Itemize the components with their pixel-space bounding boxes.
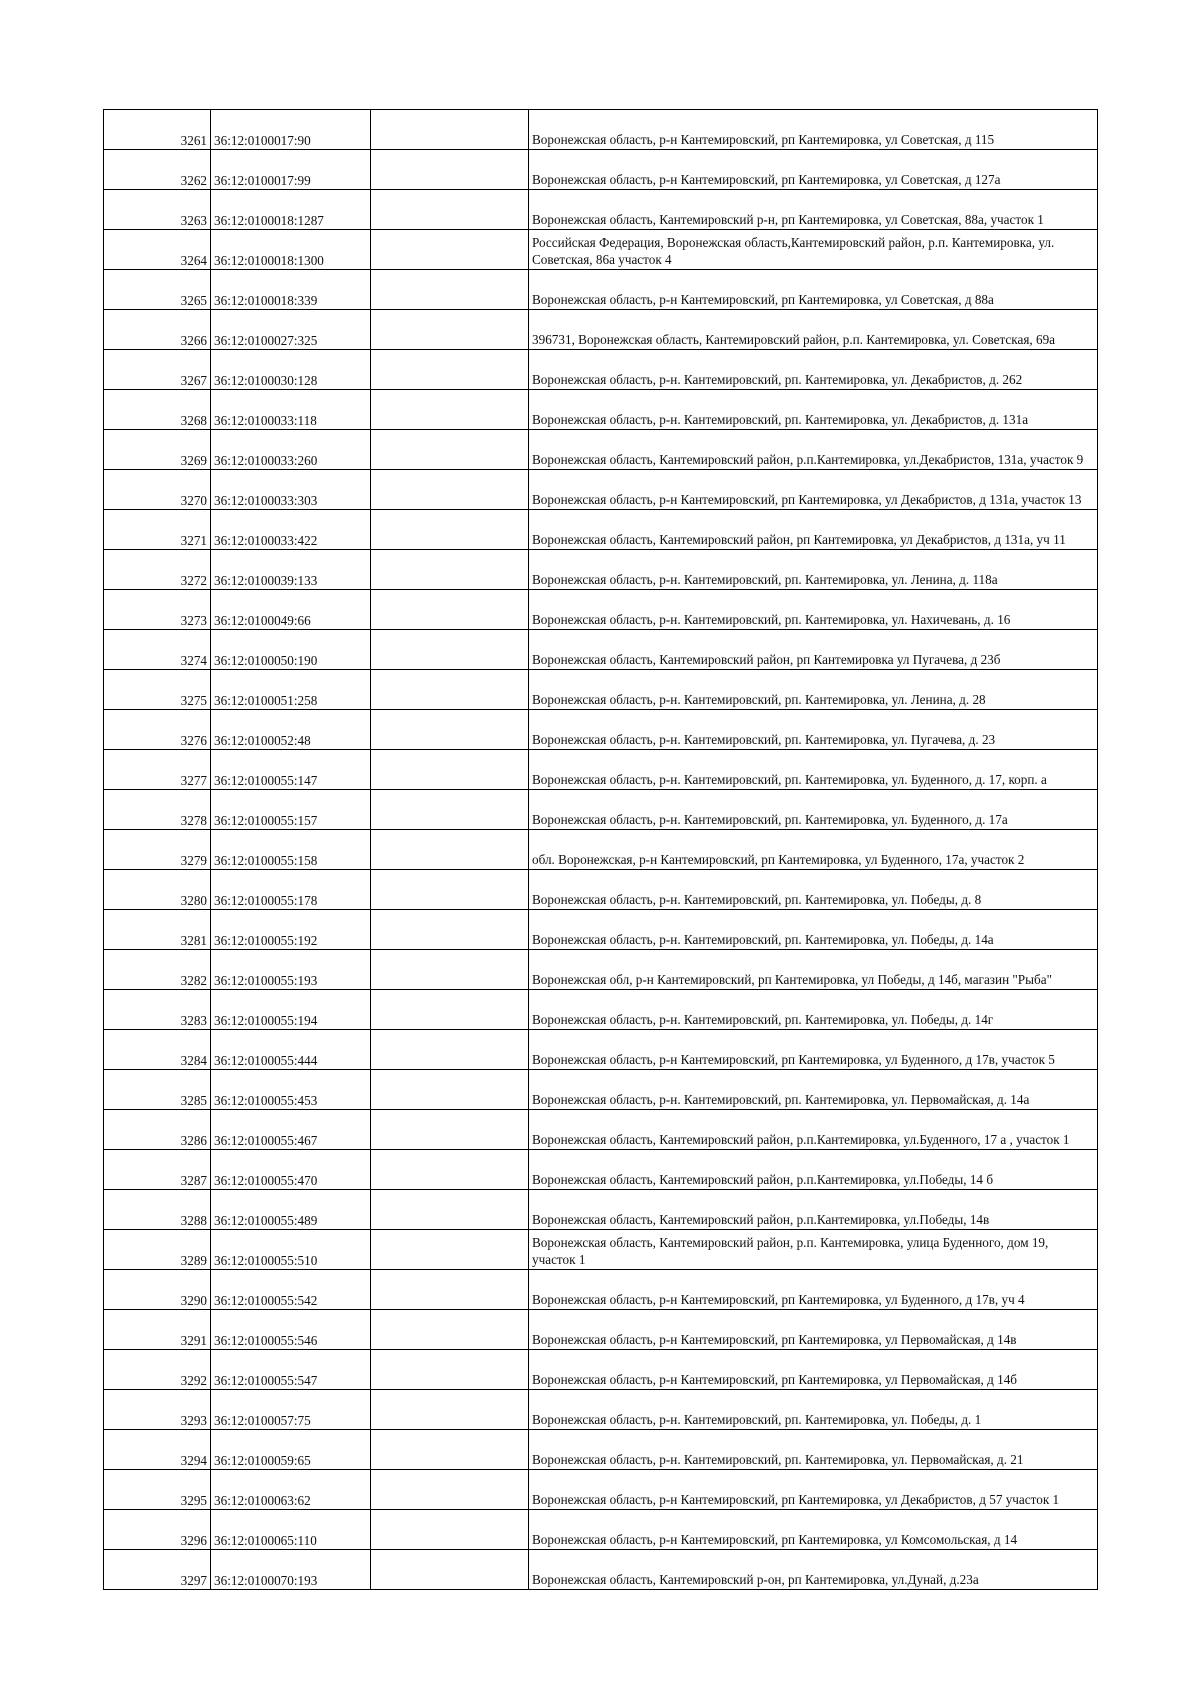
table-row (104, 390, 1098, 430)
row-number-cell: 3273 (104, 590, 211, 630)
address-cell (529, 1150, 1098, 1190)
address-text: Воронежская область, р-н. Кантемировский, рп. Кантемировка, ул. Победы, д. 8 (532, 891, 982, 907)
address-text: Воронежская обл, р-н Кантемировский, рп Кантемировка, ул Победы, д 14б, магазин "Рыба" (532, 971, 1052, 987)
address-cell (529, 430, 1098, 470)
table-row (104, 1430, 1098, 1470)
table-row (104, 1190, 1098, 1230)
cadastral-number-cell: 36:12:0100049:66 (211, 590, 371, 630)
row-number-cell: 3277 (104, 750, 211, 790)
row-number-cell: 3279 (104, 830, 211, 870)
cadastral-number-cell: 36:12:0100055:547 (211, 1350, 371, 1390)
row-number-cell: 3296 (104, 1510, 211, 1550)
row-number-cell: 3262 (104, 150, 211, 190)
cadastral-number-cell: 36:12:0100018:1287 (211, 190, 371, 230)
address-text: Воронежская область, р-н. Кантемировский, рп. Кантемировка, ул. Буденного, д. 17, корп. а (532, 771, 1047, 787)
address-text: Воронежская область, Кантемировский р-он, рп Кантемировка, ул.Дунай, д.23а (532, 1571, 979, 1587)
cadastral-number-cell: 36:12:0100033:422 (211, 510, 371, 550)
row-number-cell: 3272 (104, 550, 211, 590)
address-cell (529, 310, 1098, 350)
cadastral-number-cell: 36:12:0100030:128 (211, 350, 371, 390)
address-cell (529, 110, 1098, 150)
cadastral-number-cell: 36:12:0100052:48 (211, 710, 371, 750)
cadastral-number-cell: 36:12:0100018:339 (211, 270, 371, 310)
empty-cell (371, 1550, 529, 1590)
address-text: Воронежская область, р-н Кантемировский, рп Кантемировка, ул Советская, д 115 (532, 131, 995, 147)
address-cell (529, 230, 1098, 270)
empty-cell (371, 670, 529, 710)
address-cell (529, 470, 1098, 510)
empty-cell (371, 1510, 529, 1550)
cadastral-number-cell: 36:12:0100055:158 (211, 830, 371, 870)
cadastral-number-cell: 36:12:0100055:453 (211, 1070, 371, 1110)
row-number-cell: 3267 (104, 350, 211, 390)
address-cell (529, 710, 1098, 750)
empty-cell (371, 1110, 529, 1150)
address-cell (529, 190, 1098, 230)
table-row (104, 1030, 1098, 1070)
cadastral-number-cell: 36:12:0100055:467 (211, 1110, 371, 1150)
address-text: Воронежская область, р-н Кантемировский, рп Кантемировка, ул Советская, д 88а (532, 291, 994, 307)
address-cell (529, 510, 1098, 550)
address-cell (529, 950, 1098, 990)
row-number-cell: 3281 (104, 910, 211, 950)
address-text: 396731, Воронежская область, Кантемировский район, р.п. Кантемировка, ул. Советская, 69а (532, 331, 1056, 347)
cadastral-number-cell: 36:12:0100055:178 (211, 870, 371, 910)
empty-cell (371, 270, 529, 310)
address-text: Воронежская область, р-н. Кантемировский, рп. Кантемировка, ул. Декабристов, д. 262 (532, 371, 1023, 387)
cadastral-number-cell: 36:12:0100055:194 (211, 990, 371, 1030)
empty-cell (371, 430, 529, 470)
empty-cell (371, 510, 529, 550)
address-text: Воронежская область, Кантемировский р-н, рп Кантемировка, ул Советская, 88а, участок 1 (532, 211, 1044, 227)
empty-cell (371, 550, 529, 590)
row-number-cell: 3295 (104, 1470, 211, 1510)
address-text: Воронежская область, р-н Кантемировский, рп Кантемировка, ул Декабристов, д 131а, участок 13 (532, 491, 1082, 507)
address-cell (529, 790, 1098, 830)
address-text: Воронежская область, р-н. Кантемировский, рп. Кантемировка, ул. Декабристов, д. 131а (532, 411, 1029, 427)
table-row (104, 1150, 1098, 1190)
table-row (104, 990, 1098, 1030)
table-row (104, 750, 1098, 790)
address-text: Воронежская область, р-н. Кантемировский, рп. Кантемировка, ул. Первомайская, д. 21 (532, 1451, 1024, 1467)
cadastral-number-cell: 36:12:0100070:193 (211, 1550, 371, 1590)
row-number-cell: 3287 (104, 1150, 211, 1190)
cadastral-number-cell: 36:12:0100033:260 (211, 430, 371, 470)
address-text: Воронежская область, р-н. Кантемировский, рп. Кантемировка, ул. Ленина, д. 118а (532, 571, 998, 587)
row-number-cell: 3265 (104, 270, 211, 310)
cadastral-number-cell: 36:12:0100055:510 (211, 1230, 371, 1270)
row-number-cell: 3263 (104, 190, 211, 230)
empty-cell (371, 630, 529, 670)
address-text: Воронежская область, р-н. Кантемировский, рп. Кантемировка, ул. Победы, д. 14а (532, 931, 994, 947)
address-text: Воронежская область, р-н Кантемировский, рп Кантемировка, ул Буденного, д 17в, участок 5 (532, 1051, 1055, 1067)
row-number-cell: 3271 (104, 510, 211, 550)
cadastral-number-cell: 36:12:0100050:190 (211, 630, 371, 670)
row-number-cell: 3274 (104, 630, 211, 670)
cadastral-number-cell: 36:12:0100039:133 (211, 550, 371, 590)
address-text: Воронежская область, Кантемировский район, р.п.Кантемировка, ул.Победы, 14 б (532, 1171, 994, 1187)
empty-cell (371, 470, 529, 510)
address-text: Воронежская область, Кантемировский район, рп Кантемировка, ул Декабристов, д 131а, уч 11 (532, 531, 1066, 547)
cadastral-number-cell: 36:12:0100065:110 (211, 1510, 371, 1550)
table-row (104, 350, 1098, 390)
row-number-cell: 3268 (104, 390, 211, 430)
empty-cell (371, 830, 529, 870)
table-row (104, 950, 1098, 990)
address-text: Воронежская область, р-н Кантемировский, рп Кантемировка, ул Советская, д 127а (532, 171, 1001, 187)
address-text: Воронежская область, р-н Кантемировский, рп Кантемировка, ул Буденного, д 17в, уч 4 (532, 1291, 1025, 1307)
cadastral-number-cell: 36:12:0100055:546 (211, 1310, 371, 1350)
table-row (104, 670, 1098, 710)
address-text: Воронежская область, р-н. Кантемировский, рп. Кантемировка, ул. Победы, д. 14г (532, 1011, 994, 1027)
address-cell (529, 990, 1098, 1030)
row-number-cell: 3284 (104, 1030, 211, 1070)
empty-cell (371, 750, 529, 790)
empty-cell (371, 190, 529, 230)
address-cell (529, 1110, 1098, 1150)
empty-cell (371, 310, 529, 350)
empty-cell (371, 350, 529, 390)
address-cell (529, 390, 1098, 430)
empty-cell (371, 710, 529, 750)
address-cell (529, 910, 1098, 950)
empty-cell (371, 790, 529, 830)
address-text: Воронежская область, р-н. Кантемировский, рп. Кантемировка, ул. Нахичевань, д. 16 (532, 611, 1011, 627)
empty-cell (371, 950, 529, 990)
cadastral-number-cell: 36:12:0100017:99 (211, 150, 371, 190)
table-row (104, 270, 1098, 310)
address-cell (529, 750, 1098, 790)
cadastral-number-cell: 36:12:0100055:489 (211, 1190, 371, 1230)
empty-cell (371, 1230, 529, 1270)
address-text: Воронежская область, Кантемировский район, рп Кантемировка ул Пугачева, д 23б (532, 651, 1001, 667)
table-row (104, 870, 1098, 910)
address-text: Воронежская область, р-н. Кантемировский, рп. Кантемировка, ул. Ленина, д. 28 (532, 691, 986, 707)
cadastral-number-cell: 36:12:0100027:325 (211, 310, 371, 350)
address-cell (529, 1430, 1098, 1470)
cadastral-number-cell: 36:12:0100051:258 (211, 670, 371, 710)
row-number-cell: 3264 (104, 230, 211, 270)
table-row (104, 550, 1098, 590)
address-text: Воронежская область, Кантемировский район, р.п.Кантемировка, ул.Декабристов, 131а, участок 9 (532, 451, 1084, 467)
address-text: Воронежская область, р-н Кантемировский, рп Кантемировка, ул Первомайская, д 14б (532, 1371, 1018, 1387)
row-number-cell: 3261 (104, 110, 211, 150)
row-number-cell: 3285 (104, 1070, 211, 1110)
address-cell (529, 1310, 1098, 1350)
row-number-cell: 3280 (104, 870, 211, 910)
row-number-cell: 3289 (104, 1230, 211, 1270)
table-row (104, 590, 1098, 630)
row-number-cell: 3276 (104, 710, 211, 750)
address-text: Воронежская область, р-н. Кантемировский, рп. Кантемировка, ул. Первомайская, д. 14а (532, 1091, 1030, 1107)
address-text: Российская Федерация, Воронежская область,Кантемировский район, р.п. Кантемировка, ул. Советская, 86а участок 4 (532, 235, 1055, 267)
address-cell (529, 630, 1098, 670)
row-number-cell: 3291 (104, 1310, 211, 1350)
row-number-cell: 3293 (104, 1390, 211, 1430)
address-cell (529, 1190, 1098, 1230)
cadastral-number-cell: 36:12:0100033:118 (211, 390, 371, 430)
empty-cell (371, 1270, 529, 1310)
address-text: Воронежская область, р-н Кантемировский, рп Кантемировка, ул Первомайская, д 14в (532, 1331, 1017, 1347)
empty-cell (371, 1310, 529, 1350)
table-row (104, 1230, 1098, 1270)
address-cell (529, 670, 1098, 710)
row-number-cell: 3294 (104, 1430, 211, 1470)
address-cell (529, 1030, 1098, 1070)
address-text: Воронежская область, Кантемировский район, р.п.Кантемировка, ул.Буденного, 17 а , участок 1 (532, 1131, 1070, 1147)
cadastral-number-cell: 36:12:0100055:542 (211, 1270, 371, 1310)
address-text: Воронежская область, р-н. Кантемировский, рп. Кантемировка, ул. Пугачева, д. 23 (532, 731, 996, 747)
address-cell (529, 1230, 1098, 1270)
row-number-cell: 3269 (104, 430, 211, 470)
address-cell (529, 1350, 1098, 1390)
table-row (104, 830, 1098, 870)
empty-cell (371, 150, 529, 190)
row-number-cell: 3290 (104, 1270, 211, 1310)
address-cell (529, 1390, 1098, 1430)
empty-cell (371, 1430, 529, 1470)
address-cell (529, 1550, 1098, 1590)
row-number-cell: 3282 (104, 950, 211, 990)
cadastral-number-cell: 36:12:0100057:75 (211, 1390, 371, 1430)
address-text: Воронежская область, р-н Кантемировский, рп Кантемировка, ул Комсомольская, д 14 (532, 1531, 1018, 1547)
table-row (104, 1510, 1098, 1550)
table-row (104, 1470, 1098, 1510)
address-cell (529, 870, 1098, 910)
row-number-cell: 3266 (104, 310, 211, 350)
row-number-cell: 3275 (104, 670, 211, 710)
empty-cell (371, 870, 529, 910)
cadastral-number-cell: 36:12:0100055:470 (211, 1150, 371, 1190)
address-text: Воронежская область, р-н. Кантемировский, рп. Кантемировка, ул. Буденного, д. 17а (532, 811, 1008, 827)
address-text: Воронежская область, р-н. Кантемировский, рп. Кантемировка, ул. Победы, д. 1 (532, 1411, 982, 1427)
empty-cell (371, 1150, 529, 1190)
address-cell (529, 1510, 1098, 1550)
address-text: Воронежская область, Кантемировский район, р.п. Кантемировка, улица Буденного, дом 19, участок 1 (532, 1235, 1049, 1267)
empty-cell (371, 1190, 529, 1230)
registry-table-body (104, 110, 1098, 1590)
table-row (104, 230, 1098, 270)
empty-cell (371, 910, 529, 950)
address-cell (529, 550, 1098, 590)
table-row (104, 110, 1098, 150)
cadastral-number-cell: 36:12:0100055:444 (211, 1030, 371, 1070)
cadastral-number-cell: 36:12:0100055:193 (211, 950, 371, 990)
cadastral-number-cell: 36:12:0100033:303 (211, 470, 371, 510)
table-row (104, 1310, 1098, 1350)
table-row (104, 430, 1098, 470)
address-cell (529, 1470, 1098, 1510)
table-row (104, 310, 1098, 350)
empty-cell (371, 390, 529, 430)
address-text: обл. Воронежская, р-н Кантемировский, рп Кантемировка, ул Буденного, 17а, участок 2 (532, 851, 1025, 867)
table-row (104, 1550, 1098, 1590)
address-cell (529, 150, 1098, 190)
empty-cell (371, 1350, 529, 1390)
table-row (104, 190, 1098, 230)
table-row (104, 1390, 1098, 1430)
address-text: Воронежская область, р-н Кантемировский, рп Кантемировка, ул Декабристов, д 57 участок 1 (532, 1491, 1060, 1507)
table-row (104, 1350, 1098, 1390)
table-row (104, 470, 1098, 510)
table-row (104, 790, 1098, 830)
cadastral-number-cell: 36:12:0100059:65 (211, 1430, 371, 1470)
address-cell (529, 350, 1098, 390)
table-row (104, 630, 1098, 670)
cadastral-registry-table (103, 109, 1098, 1590)
row-number-cell: 3286 (104, 1110, 211, 1150)
empty-cell (371, 1030, 529, 1070)
address-cell (529, 1270, 1098, 1310)
table-row (104, 510, 1098, 550)
empty-cell (371, 990, 529, 1030)
empty-cell (371, 1070, 529, 1110)
cadastral-number-cell: 36:12:0100055:157 (211, 790, 371, 830)
empty-cell (371, 230, 529, 270)
empty-cell (371, 1390, 529, 1430)
table-row (104, 710, 1098, 750)
address-cell (529, 270, 1098, 310)
cadastral-number-cell: 36:12:0100017:90 (211, 110, 371, 150)
cadastral-number-cell: 36:12:0100055:192 (211, 910, 371, 950)
row-number-cell: 3270 (104, 470, 211, 510)
cadastral-number-cell: 36:12:0100018:1300 (211, 230, 371, 270)
address-cell (529, 1070, 1098, 1110)
table-row (104, 1070, 1098, 1110)
empty-cell (371, 590, 529, 630)
address-text: Воронежская область, Кантемировский район, р.п.Кантемировка, ул.Победы, 14в (532, 1211, 990, 1227)
table-row (104, 150, 1098, 190)
table-row (104, 910, 1098, 950)
row-number-cell: 3278 (104, 790, 211, 830)
row-number-cell: 3288 (104, 1190, 211, 1230)
row-number-cell: 3297 (104, 1550, 211, 1590)
cadastral-number-cell: 36:12:0100055:147 (211, 750, 371, 790)
empty-cell (371, 1470, 529, 1510)
row-number-cell: 3283 (104, 990, 211, 1030)
address-cell (529, 830, 1098, 870)
row-number-cell: 3292 (104, 1350, 211, 1390)
table-row (104, 1110, 1098, 1150)
table-row (104, 1270, 1098, 1310)
empty-cell (371, 110, 529, 150)
cadastral-number-cell: 36:12:0100063:62 (211, 1470, 371, 1510)
address-cell (529, 590, 1098, 630)
